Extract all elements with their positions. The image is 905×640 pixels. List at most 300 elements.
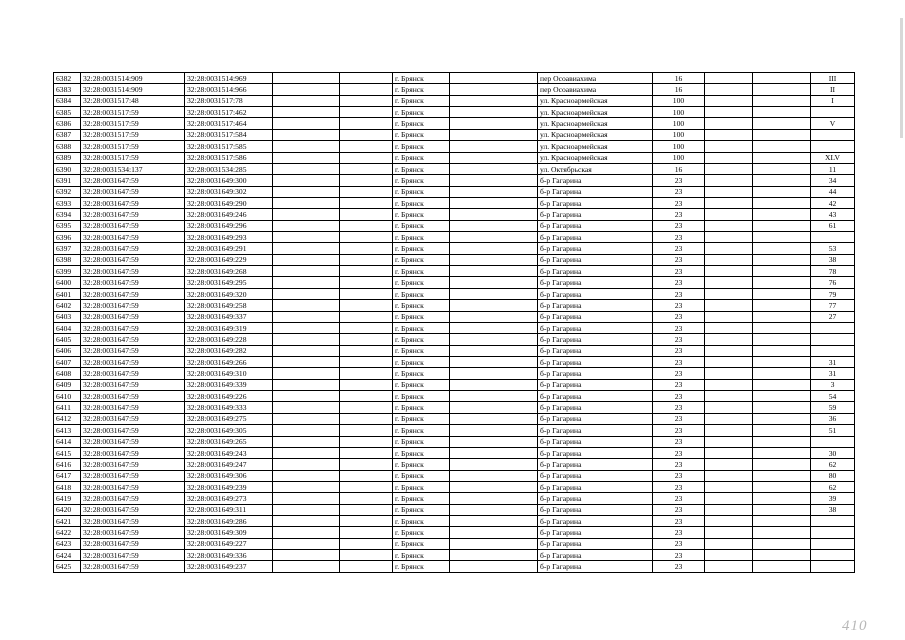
cell-blank-col-5	[753, 243, 811, 254]
cell-street: б-р Гагарина	[538, 538, 653, 549]
cell-city: г. Брянск	[393, 197, 450, 208]
table-row	[54, 141, 855, 152]
cell-blank-col-4	[705, 197, 753, 208]
cell-row-number: 6389	[54, 152, 81, 163]
cell-street: б-р Гагарина	[538, 345, 653, 356]
cell-blank-col-3	[450, 322, 538, 333]
cell-apartment: 3	[811, 379, 855, 390]
cell-blank-col-4	[705, 95, 753, 106]
cell-apartment: 38	[811, 504, 855, 515]
cell-house-number: 23	[653, 391, 705, 402]
cell-row-number: 6384	[54, 95, 81, 106]
cell-house-number: 23	[653, 447, 705, 458]
cell-row-number: 6399	[54, 266, 81, 277]
cell-apartment: 79	[811, 288, 855, 299]
cell-blank-col-4	[705, 527, 753, 538]
cell-street: б-р Гагарина	[538, 402, 653, 413]
cell-apartment: 39	[811, 493, 855, 504]
cell-city: г. Брянск	[393, 107, 450, 118]
cell-city: г. Брянск	[393, 175, 450, 186]
cell-city: г. Брянск	[393, 141, 450, 152]
cell-blank-col-2	[340, 197, 393, 208]
cell-cadastral-number-parent: 32:28:0031647:59	[81, 175, 185, 186]
cell-cadastral-number: 32:28:0031649:246	[185, 209, 273, 220]
cell-apartment: 11	[811, 163, 855, 174]
cell-street: б-р Гагарина	[538, 209, 653, 220]
cell-blank-col-4	[705, 254, 753, 265]
cell-cadastral-number: 32:28:0031514:966	[185, 84, 273, 95]
cell-blank-col-2	[340, 550, 393, 561]
cell-cadastral-number-parent: 32:28:0031517:59	[81, 118, 185, 129]
table-row	[54, 516, 855, 527]
cell-cadastral-number-parent: 32:28:0031517:59	[81, 129, 185, 140]
cell-house-number: 23	[653, 311, 705, 322]
cell-blank-col-1	[273, 277, 340, 288]
cell-cadastral-number: 32:28:0031649:291	[185, 243, 273, 254]
cell-cadastral-number-parent: 32:28:0031647:59	[81, 436, 185, 447]
cell-blank-col-3	[450, 447, 538, 458]
cell-blank-col-1	[273, 73, 340, 84]
cell-blank-col-2	[340, 277, 393, 288]
cell-blank-col-4	[705, 152, 753, 163]
cell-blank-col-1	[273, 311, 340, 322]
cell-blank-col-1	[273, 129, 340, 140]
cell-apartment: 61	[811, 220, 855, 231]
cell-blank-col-1	[273, 243, 340, 254]
cell-row-number: 6411	[54, 402, 81, 413]
cell-cadastral-number-parent: 32:28:0031517:59	[81, 152, 185, 163]
table-row	[54, 493, 855, 504]
cell-blank-col-3	[450, 152, 538, 163]
cell-blank-col-5	[753, 300, 811, 311]
cell-row-number: 6382	[54, 73, 81, 84]
page-number-mark: 410	[842, 618, 868, 634]
cell-blank-col-4	[705, 288, 753, 299]
table-row	[54, 266, 855, 277]
cell-blank-col-1	[273, 356, 340, 367]
cell-house-number: 23	[653, 345, 705, 356]
cell-row-number: 6385	[54, 107, 81, 118]
table-row	[54, 220, 855, 231]
cell-cadastral-number: 32:28:0031517:584	[185, 129, 273, 140]
cell-cadastral-number: 32:28:0031649:296	[185, 220, 273, 231]
cell-blank-col-5	[753, 141, 811, 152]
cell-street: ул. Красноармейская	[538, 107, 653, 118]
cell-row-number: 6396	[54, 232, 81, 243]
cell-blank-col-4	[705, 266, 753, 277]
cell-apartment: 44	[811, 186, 855, 197]
cell-apartment	[811, 527, 855, 538]
cell-blank-col-5	[753, 447, 811, 458]
table-row	[54, 163, 855, 174]
cell-blank-col-5	[753, 311, 811, 322]
cell-street: б-р Гагарина	[538, 220, 653, 231]
cell-cadastral-number-parent: 32:28:0031517:59	[81, 107, 185, 118]
cell-street: б-р Гагарина	[538, 277, 653, 288]
cell-city: г. Брянск	[393, 129, 450, 140]
cell-cadastral-number-parent: 32:28:0031647:59	[81, 300, 185, 311]
cell-city: г. Брянск	[393, 447, 450, 458]
cell-blank-col-5	[753, 470, 811, 481]
cell-blank-col-1	[273, 334, 340, 345]
table-row	[54, 413, 855, 424]
cell-blank-col-2	[340, 538, 393, 549]
cell-house-number: 100	[653, 152, 705, 163]
cell-cadastral-number-parent: 32:28:0031647:59	[81, 277, 185, 288]
cell-blank-col-5	[753, 459, 811, 470]
cell-blank-col-3	[450, 129, 538, 140]
cell-blank-col-2	[340, 402, 393, 413]
cell-cadastral-number: 32:28:0031649:266	[185, 356, 273, 367]
cell-blank-col-1	[273, 436, 340, 447]
cell-blank-col-5	[753, 391, 811, 402]
cell-blank-col-5	[753, 277, 811, 288]
cell-blank-col-3	[450, 391, 538, 402]
cell-row-number: 6390	[54, 163, 81, 174]
cell-cadastral-number: 32:28:0031649:258	[185, 300, 273, 311]
cell-blank-col-5	[753, 186, 811, 197]
cell-blank-col-4	[705, 379, 753, 390]
cell-cadastral-number-parent: 32:28:0031647:59	[81, 550, 185, 561]
cell-cadastral-number-parent: 32:28:0031647:59	[81, 538, 185, 549]
cell-blank-col-2	[340, 516, 393, 527]
cell-cadastral-number: 32:28:0031649:319	[185, 322, 273, 333]
cell-cadastral-number-parent: 32:28:0031647:59	[81, 209, 185, 220]
cell-row-number: 6387	[54, 129, 81, 140]
cell-city: г. Брянск	[393, 436, 450, 447]
cell-row-number: 6401	[54, 288, 81, 299]
cell-blank-col-5	[753, 345, 811, 356]
cell-blank-col-1	[273, 152, 340, 163]
cell-blank-col-2	[340, 232, 393, 243]
cell-street: б-р Гагарина	[538, 356, 653, 367]
table-row	[54, 436, 855, 447]
cell-street: б-р Гагарина	[538, 300, 653, 311]
cell-apartment	[811, 322, 855, 333]
cell-blank-col-1	[273, 209, 340, 220]
cell-city: г. Брянск	[393, 152, 450, 163]
cell-apartment	[811, 516, 855, 527]
cell-blank-col-1	[273, 550, 340, 561]
cell-blank-col-4	[705, 163, 753, 174]
cell-city: г. Брянск	[393, 527, 450, 538]
cell-blank-col-2	[340, 459, 393, 470]
cell-blank-col-3	[450, 288, 538, 299]
cell-blank-col-3	[450, 243, 538, 254]
table-row	[54, 447, 855, 458]
cell-blank-col-3	[450, 402, 538, 413]
cell-blank-col-5	[753, 527, 811, 538]
cell-blank-col-5	[753, 413, 811, 424]
scan-edge	[900, 18, 903, 138]
cell-blank-col-5	[753, 402, 811, 413]
cell-blank-col-3	[450, 73, 538, 84]
cell-blank-col-5	[753, 436, 811, 447]
cell-blank-col-5	[753, 493, 811, 504]
cell-city: г. Брянск	[393, 311, 450, 322]
table-row	[54, 425, 855, 436]
table-row	[54, 243, 855, 254]
cell-blank-col-2	[340, 527, 393, 538]
cell-row-number: 6409	[54, 379, 81, 390]
cell-blank-col-5	[753, 504, 811, 515]
table-row	[54, 379, 855, 390]
cell-cadastral-number: 32:28:0031534:285	[185, 163, 273, 174]
cell-cadastral-number-parent: 32:28:0031647:59	[81, 197, 185, 208]
cell-house-number: 23	[653, 322, 705, 333]
cell-blank-col-1	[273, 493, 340, 504]
cell-cadastral-number: 32:28:0031649:239	[185, 481, 273, 492]
cell-blank-col-1	[273, 345, 340, 356]
cell-blank-col-3	[450, 368, 538, 379]
cell-blank-col-5	[753, 95, 811, 106]
cell-house-number: 23	[653, 220, 705, 231]
cell-blank-col-5	[753, 73, 811, 84]
cell-house-number: 23	[653, 334, 705, 345]
cell-row-number: 6392	[54, 186, 81, 197]
cell-cadastral-number-parent: 32:28:0031517:59	[81, 141, 185, 152]
cell-city: г. Брянск	[393, 470, 450, 481]
cell-street: б-р Гагарина	[538, 481, 653, 492]
cell-blank-col-3	[450, 95, 538, 106]
cell-cadastral-number: 32:28:0031649:333	[185, 402, 273, 413]
table-body	[54, 73, 855, 573]
cell-cadastral-number-parent: 32:28:0031647:59	[81, 368, 185, 379]
cell-blank-col-3	[450, 118, 538, 129]
cell-blank-col-2	[340, 163, 393, 174]
cell-blank-col-3	[450, 277, 538, 288]
cell-blank-col-1	[273, 84, 340, 95]
cell-apartment: 36	[811, 413, 855, 424]
cell-blank-col-1	[273, 504, 340, 515]
cell-blank-col-2	[340, 436, 393, 447]
table-row	[54, 254, 855, 265]
cell-blank-col-3	[450, 311, 538, 322]
cell-apartment: I	[811, 95, 855, 106]
cell-blank-col-4	[705, 391, 753, 402]
cell-blank-col-1	[273, 538, 340, 549]
cell-blank-col-2	[340, 220, 393, 231]
cell-apartment	[811, 107, 855, 118]
cell-blank-col-4	[705, 504, 753, 515]
cell-city: г. Брянск	[393, 118, 450, 129]
cell-cadastral-number-parent: 32:28:0031647:59	[81, 470, 185, 481]
cell-city: г. Брянск	[393, 425, 450, 436]
cell-blank-col-3	[450, 356, 538, 367]
cell-blank-col-5	[753, 561, 811, 572]
table-row	[54, 459, 855, 470]
cell-street: б-р Гагарина	[538, 197, 653, 208]
cell-city: г. Брянск	[393, 300, 450, 311]
table-row	[54, 95, 855, 106]
cell-blank-col-5	[753, 129, 811, 140]
cell-cadastral-number: 32:28:0031517:78	[185, 95, 273, 106]
cell-blank-col-5	[753, 220, 811, 231]
cell-cadastral-number-parent: 32:28:0031647:59	[81, 391, 185, 402]
cell-cadastral-number: 32:28:0031517:462	[185, 107, 273, 118]
cell-street: б-р Гагарина	[538, 425, 653, 436]
cell-house-number: 23	[653, 175, 705, 186]
cell-row-number: 6403	[54, 311, 81, 322]
cell-blank-col-4	[705, 243, 753, 254]
cell-cadastral-number-parent: 32:28:0031647:59	[81, 322, 185, 333]
cell-blank-col-1	[273, 527, 340, 538]
cell-house-number: 16	[653, 84, 705, 95]
cell-blank-col-5	[753, 516, 811, 527]
cell-blank-col-4	[705, 220, 753, 231]
cell-apartment: 51	[811, 425, 855, 436]
cell-blank-col-1	[273, 561, 340, 572]
cell-blank-col-3	[450, 345, 538, 356]
cell-apartment: 62	[811, 459, 855, 470]
cell-blank-col-4	[705, 186, 753, 197]
cell-cadastral-number: 32:28:0031649:227	[185, 538, 273, 549]
cell-city: г. Брянск	[393, 459, 450, 470]
cell-cadastral-number: 32:28:0031649:339	[185, 379, 273, 390]
table-row	[54, 152, 855, 163]
cell-city: г. Брянск	[393, 368, 450, 379]
cell-row-number: 6394	[54, 209, 81, 220]
cell-street: пер Осоавиахима	[538, 73, 653, 84]
cell-blank-col-4	[705, 118, 753, 129]
cell-blank-col-5	[753, 107, 811, 118]
table-row	[54, 232, 855, 243]
cell-blank-col-3	[450, 175, 538, 186]
cell-house-number: 23	[653, 356, 705, 367]
cell-street: б-р Гагарина	[538, 550, 653, 561]
cell-house-number: 100	[653, 107, 705, 118]
cell-apartment: V	[811, 118, 855, 129]
cell-cadastral-number-parent: 32:28:0031514:909	[81, 73, 185, 84]
cell-city: г. Брянск	[393, 356, 450, 367]
cell-blank-col-1	[273, 470, 340, 481]
cell-blank-col-4	[705, 447, 753, 458]
cell-blank-col-3	[450, 379, 538, 390]
cell-cadastral-number: 32:28:0031649:229	[185, 254, 273, 265]
cell-blank-col-1	[273, 413, 340, 424]
cell-blank-col-3	[450, 538, 538, 549]
cell-house-number: 23	[653, 197, 705, 208]
cell-blank-col-4	[705, 550, 753, 561]
cell-blank-col-1	[273, 425, 340, 436]
cell-city: г. Брянск	[393, 322, 450, 333]
cell-house-number: 23	[653, 300, 705, 311]
cell-blank-col-5	[753, 538, 811, 549]
cell-blank-col-1	[273, 232, 340, 243]
cell-house-number: 23	[653, 550, 705, 561]
cell-apartment: 53	[811, 243, 855, 254]
cell-cadastral-number: 32:28:0031649:336	[185, 550, 273, 561]
cell-row-number: 6415	[54, 447, 81, 458]
cell-street: б-р Гагарина	[538, 254, 653, 265]
cell-cadastral-number: 32:28:0031649:243	[185, 447, 273, 458]
cell-apartment: XLV	[811, 152, 855, 163]
cell-blank-col-1	[273, 447, 340, 458]
table-row	[54, 402, 855, 413]
cell-blank-col-4	[705, 413, 753, 424]
table-row	[54, 345, 855, 356]
cell-row-number: 6408	[54, 368, 81, 379]
cell-street: б-р Гагарина	[538, 413, 653, 424]
cell-street: б-р Гагарина	[538, 322, 653, 333]
cell-blank-col-4	[705, 232, 753, 243]
cell-blank-col-1	[273, 266, 340, 277]
cell-blank-col-5	[753, 152, 811, 163]
cell-apartment: 27	[811, 311, 855, 322]
cell-blank-col-5	[753, 425, 811, 436]
cell-blank-col-3	[450, 504, 538, 515]
cell-blank-col-4	[705, 129, 753, 140]
table-row	[54, 300, 855, 311]
cell-blank-col-4	[705, 402, 753, 413]
cell-house-number: 16	[653, 163, 705, 174]
cell-house-number: 23	[653, 402, 705, 413]
cell-house-number: 23	[653, 368, 705, 379]
cell-blank-col-3	[450, 163, 538, 174]
cell-blank-col-2	[340, 107, 393, 118]
cell-street: б-р Гагарина	[538, 447, 653, 458]
cell-cadastral-number: 32:28:0031514:969	[185, 73, 273, 84]
cell-city: г. Брянск	[393, 493, 450, 504]
table-row	[54, 288, 855, 299]
cell-cadastral-number: 32:28:0031649:305	[185, 425, 273, 436]
cell-blank-col-4	[705, 322, 753, 333]
cell-city: г. Брянск	[393, 209, 450, 220]
cell-apartment: 78	[811, 266, 855, 277]
cell-cadastral-number-parent: 32:28:0031647:59	[81, 425, 185, 436]
cell-blank-col-1	[273, 95, 340, 106]
cell-cadastral-number-parent: 32:28:0031647:59	[81, 266, 185, 277]
cell-row-number: 6425	[54, 561, 81, 572]
cell-city: г. Брянск	[393, 550, 450, 561]
cell-blank-col-3	[450, 107, 538, 118]
cell-blank-col-2	[340, 300, 393, 311]
cell-apartment: 77	[811, 300, 855, 311]
table-row	[54, 277, 855, 288]
cell-row-number: 6412	[54, 413, 81, 424]
cell-blank-col-1	[273, 391, 340, 402]
cell-blank-col-5	[753, 209, 811, 220]
cell-blank-col-5	[753, 254, 811, 265]
cell-apartment	[811, 550, 855, 561]
cell-blank-col-3	[450, 481, 538, 492]
cell-blank-col-4	[705, 538, 753, 549]
cell-cadastral-number: 32:28:0031649:293	[185, 232, 273, 243]
cell-street: ул. Октябрьская	[538, 163, 653, 174]
cell-cadastral-number: 32:28:0031649:265	[185, 436, 273, 447]
cell-house-number: 23	[653, 277, 705, 288]
cell-cadastral-number: 32:28:0031517:464	[185, 118, 273, 129]
cell-city: г. Брянск	[393, 220, 450, 231]
cell-blank-col-2	[340, 322, 393, 333]
cell-cadastral-number-parent: 32:28:0031647:59	[81, 356, 185, 367]
cell-blank-col-2	[340, 345, 393, 356]
cell-blank-col-3	[450, 516, 538, 527]
cell-blank-col-4	[705, 368, 753, 379]
cell-row-number: 6404	[54, 322, 81, 333]
cell-cadastral-number-parent: 32:28:0031647:59	[81, 288, 185, 299]
cell-blank-col-2	[340, 129, 393, 140]
cell-row-number: 6417	[54, 470, 81, 481]
cell-city: г. Брянск	[393, 391, 450, 402]
cell-row-number: 6410	[54, 391, 81, 402]
cell-row-number: 6386	[54, 118, 81, 129]
cell-blank-col-2	[340, 95, 393, 106]
cell-city: г. Брянск	[393, 516, 450, 527]
cell-apartment: 43	[811, 209, 855, 220]
cell-blank-col-3	[450, 220, 538, 231]
cell-city: г. Брянск	[393, 334, 450, 345]
